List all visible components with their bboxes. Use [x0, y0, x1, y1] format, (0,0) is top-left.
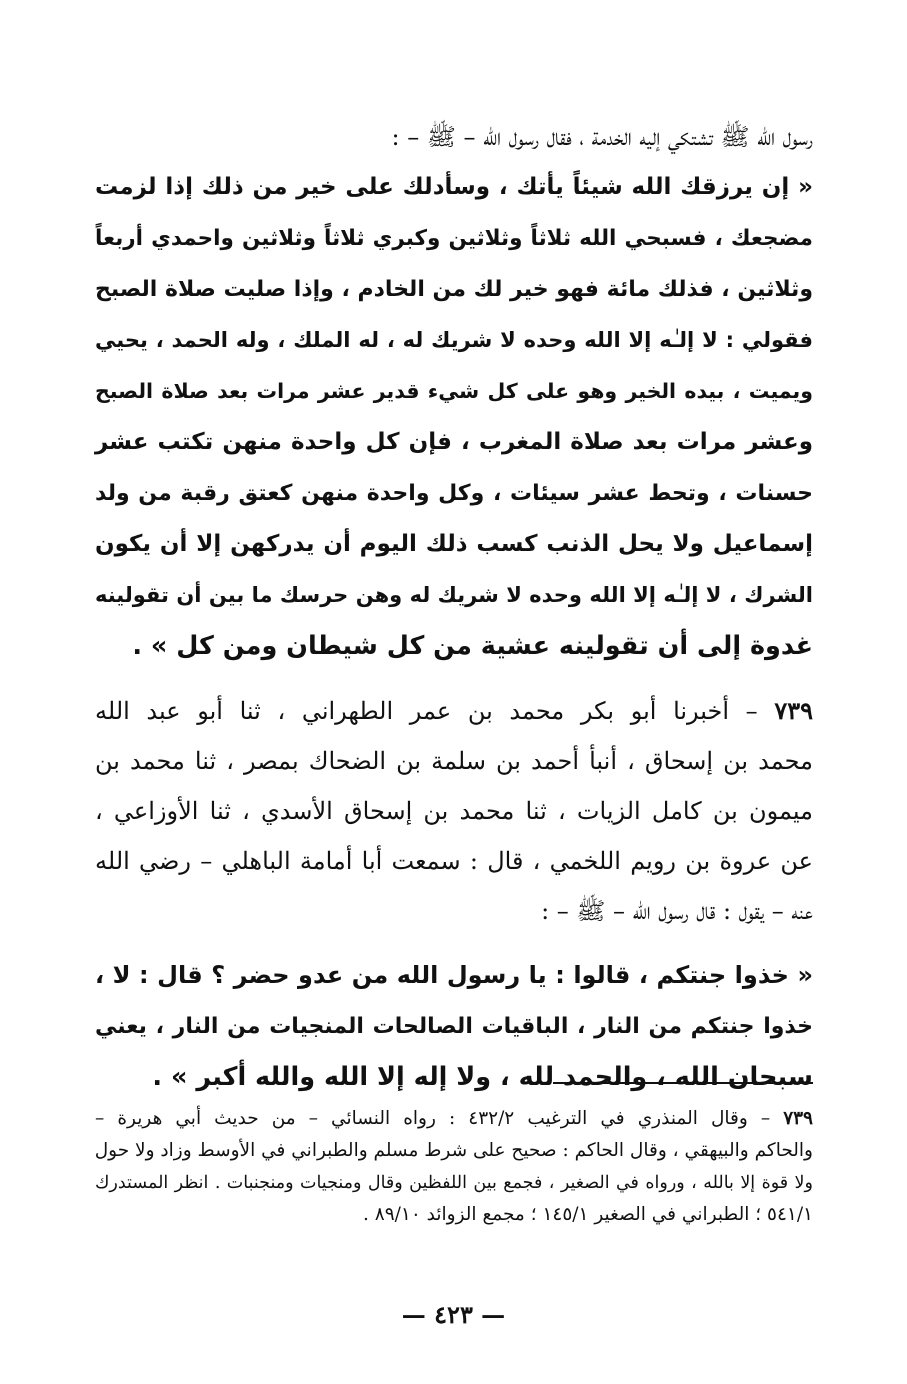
- hadith-block-2: [95, 950, 813, 1103]
- isnad-line-first: [95, 686, 813, 736]
- footnote-line-first: [95, 1103, 813, 1135]
- footnote-line: والحاكم والبيهقي ، وقال الحاكم : صحيح على شرط مسلم والطبراني في الأوسط وزاد ولا حول: [94, 1140, 813, 1161]
- hadith-line: « خذوا جنتكم ، قالوا : يا رسول الله من عدو حضر ؟ قال : لا ،: [95, 961, 813, 989]
- page-body: [95, 112, 813, 1103]
- hadith-line: مضجعك ، فسبحي الله ثلاثاً وثلاثين وكبري ثلاثاً وثلاثين واحمدي أربعاً: [95, 226, 813, 251]
- paragraph-intro: [95, 112, 813, 162]
- hadith-line: « إن يرزقك الله شيئاً يأتك ، وسأدلك على خير من ذلك إذا لزمت: [95, 174, 813, 200]
- hadith-line: حسنات ، وتحط عشر سيئات ، وكل واحدة منهن كعتق رقبة من ولد: [95, 481, 813, 506]
- footnote-number: ٧٣٩: [783, 1108, 813, 1129]
- isnad-line: عن عروة بن رويم اللخمي ، قال : سمعت أبا أمامة الباهلي – رضي الله: [95, 847, 813, 875]
- footnote-divider: [553, 1082, 813, 1084]
- hadith-line: وثلاثين ، فذلك مائة فهو خير لك من الخادم ، وإذا صليت صلاة الصبح: [95, 277, 813, 302]
- footnotes: [95, 1103, 813, 1231]
- hadith-line: سبحان الله ، والحمد لله ، ولا إله إلا الله والله أكبر » .: [152, 1062, 813, 1092]
- text-line: رسول الله ﷺ تشتكي إليه الخدمة ، فقال رسول الله – ﷺ – :: [391, 123, 813, 151]
- isnad-line: عنه – يقول : قال رسول الله – ﷺ – :: [541, 897, 813, 925]
- isnad-block-739: [95, 686, 813, 936]
- hadith-line: فقولي : لا إلـٰه إلا الله وحده لا شريك له ، له الملك ، وله الحمد ، يحيي: [95, 328, 813, 352]
- hadith-block-1: [95, 162, 813, 672]
- isnad-line: محمد بن إسحاق ، أنبأ أحمد بن سلمة بن الضحاك بمصر ، ثنا محمد بن: [95, 747, 813, 775]
- hadith-line: خذوا جنتكم من النار ، الباقيات الصالحات المنجيات من النار ، يعني: [95, 1014, 813, 1039]
- spacer: [95, 672, 813, 686]
- hadith-number: ٧٣٩: [774, 696, 813, 725]
- hadith-line: غدوة إلى أن تقولينه عشية من كل شيطان ومن كل » .: [132, 631, 813, 661]
- page-number: — ٤٢٣ —: [401, 1300, 506, 1329]
- footnote-line: – وقال المنذري في الترغيب ٤٣٢/٢ : رواه النسائي – من حديث أبي هريرة –: [95, 1108, 771, 1129]
- footnote-line: ٥٤١/١ ؛ الطبراني في الصغير ١٤٥/١ ؛ مجمع الزوائد ٨٩/١٠ .: [363, 1204, 813, 1225]
- isnad-line: – أخبرنا أبو بكر محمد بن عمر الطهراني ، ثنا أبو عبد الله: [95, 697, 758, 725]
- spacer: [95, 936, 813, 950]
- hadith-line: إسماعيل ولا يحل الذنب كسب ذلك اليوم أن يدركهن إلا أن يكون: [95, 531, 813, 557]
- hadith-line: ويميت ، بيده الخير وهو على كل شيء قدير عشر مرات بعد صلاة الصبح: [95, 379, 813, 403]
- hadith-line: الشرك ، لا إلـٰه إلا الله وحده لا شريك له وهن حرسك ما بين أن تقولينه: [95, 583, 813, 607]
- hadith-line: وعشر مرات بعد صلاة المغرب ، فإن كل واحدة منهن تكتب عشر: [95, 429, 813, 455]
- footnote-line: ولا قوة إلا بالله ، ورواه في الصغير ، فجمع بين اللفظين وقال ومنجيات ومنجنبات . انظر المستدرك: [95, 1173, 813, 1193]
- isnad-line: ميمون بن كامل الزيات ، ثنا محمد بن إسحاق الأسدي ، ثنا الأوزاعي ،: [95, 797, 813, 825]
